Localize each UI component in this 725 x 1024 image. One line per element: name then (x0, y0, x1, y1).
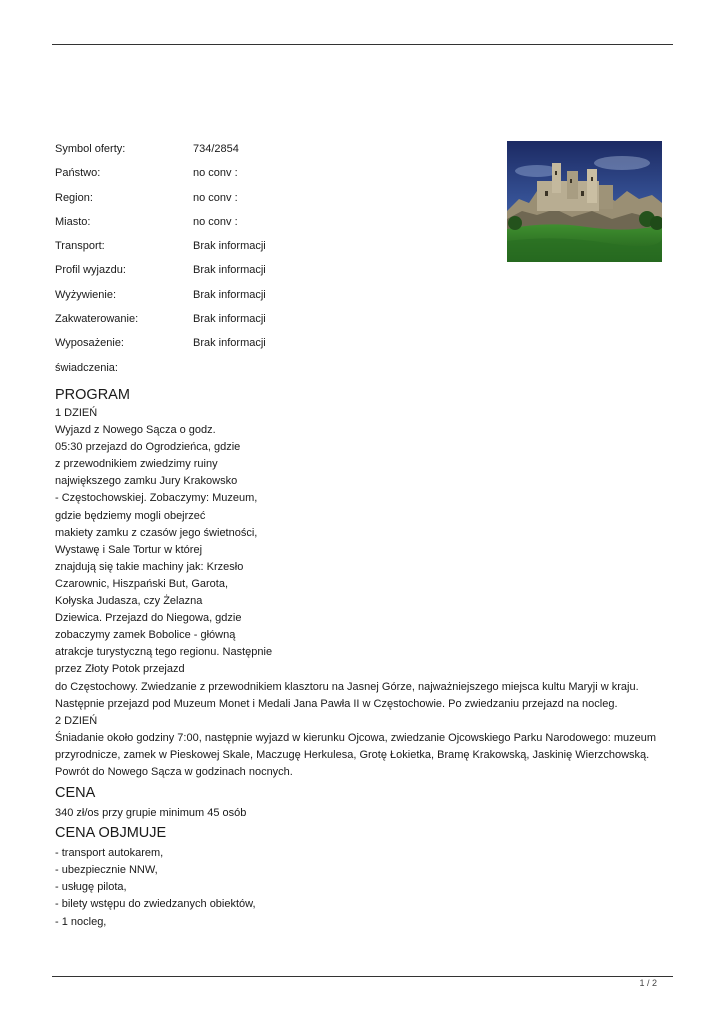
info-label: Zakwaterowanie: (55, 313, 139, 326)
day1-description (55, 422, 280, 678)
info-row-profile (55, 264, 435, 288)
info-value: Brak informacji (193, 337, 266, 350)
info-row-region (55, 192, 435, 216)
page-number: 1 / 2 (639, 978, 657, 988)
list-item: - usługę pilota, (55, 881, 127, 894)
text-line: Następnie przejazd pod Muzeum Monet i Medali Jana Pawła II w Częstochowie. Po zwiedzaniu przejazd na nocleg. (55, 697, 618, 710)
day1-label: 1 DZIEŃ (55, 407, 98, 419)
info-row-country (55, 167, 435, 191)
info-value: Brak informacji (193, 240, 266, 253)
info-label: Miasto: (55, 215, 91, 228)
list-item: - transport autokarem, (55, 847, 164, 860)
text-line: Powrót do Nowego Sącza w godzinach nocnych. (55, 765, 293, 778)
text-line: Kołyska Judasza, czy Żelazna (55, 595, 203, 608)
program-heading: PROGRAM (55, 387, 130, 403)
info-value: no conv : (193, 167, 238, 180)
text-line: największego zamku Jury Krakowsko (55, 475, 238, 488)
program-content (55, 386, 675, 931)
day2-label: 2 DZIEŃ (55, 714, 98, 727)
price-text: 340 zł/os przy grupie minimum 45 osób (55, 807, 247, 820)
info-row-city (55, 216, 435, 240)
text-line: do Częstochowy. Zwiedzanie z przewodnikiem klasztoru na Jasnej Górze, najważniejszego miejsca kultu Maryji w kraju. (55, 680, 639, 693)
text-line: z przewodnikiem zwiedzimy ruiny (55, 458, 218, 471)
info-value: Brak informacji (193, 264, 266, 277)
header-rule (52, 44, 673, 45)
info-row-services (55, 362, 435, 386)
text-line: Czarownic, Hiszpański But, Garota, (55, 577, 229, 590)
text-line: Dziewica. Przejazd do Niegowa, gdzie (55, 612, 242, 625)
footer-rule (52, 976, 673, 977)
text-line: gdzie będziemy mogli obejrzeć (55, 509, 206, 522)
info-label: Symbol oferty: (55, 143, 126, 155)
text-line: 05:30 przejazd do Ogrodzieńca, gdzie (55, 441, 241, 454)
info-value: Brak informacji (193, 313, 266, 326)
list-item: - bilety wstępu do zwiedzanych obiektów, (55, 898, 256, 911)
info-label: Profil wyjazdu: (55, 264, 126, 277)
offer-info-table (55, 143, 435, 386)
info-label: Transport: (55, 240, 105, 253)
info-label: Region: (55, 191, 93, 204)
castle-ruins-photo (507, 141, 662, 262)
text-line: - Częstochowskiej. Zobaczymy: Muzeum, (55, 492, 258, 505)
info-value: Brak informacji (193, 288, 266, 301)
price-heading: CENA (55, 785, 96, 802)
info-label: świadczenia: (55, 361, 118, 374)
text-line: Śniadanie około godziny 7:00, następnie wyjazd w kierunku Ojcowa, zwiedzanie Ojcowskiego Parku Narodowego: muzeum (55, 731, 657, 744)
info-value: no conv : (193, 191, 238, 204)
text-line: przez Złoty Potok przejazd (55, 663, 185, 676)
info-row-transport (55, 240, 435, 264)
includes-heading: CENA OBJMUJE (55, 825, 167, 842)
text-line: przyrodnicze, zamek w Pieskowej Skale, Maczugę Herkulesa, Grotę Łokietka, Bramę Krakowską, Jaskinię Wierzchowską. (55, 748, 650, 761)
text-line: atrakcje turystyczną tego regionu. Następnie (55, 646, 273, 659)
info-row-equipment (55, 337, 435, 361)
info-label: Wyżywienie: (55, 288, 117, 301)
info-value: no conv : (193, 215, 238, 228)
info-row-accommodation (55, 313, 435, 337)
list-item: - ubezpiecznie NNW, (55, 864, 158, 877)
info-label: Wyposażenie: (55, 337, 124, 350)
list-item: - 1 nocleg, (55, 915, 107, 928)
text-line: znajdują się takie machiny jak: Krzesło (55, 560, 244, 573)
info-row-symbol (55, 143, 435, 167)
info-value: 734/2854 (193, 143, 239, 155)
info-row-meals (55, 289, 435, 313)
text-line: zobaczymy zamek Bobolice - główną (55, 629, 236, 642)
text-line: Wystawę i Sale Tortur w której (55, 543, 203, 556)
info-label: Państwo: (55, 167, 101, 180)
text-line: Wyjazd z Nowego Sącza o godz. (55, 424, 216, 437)
text-line: makiety zamku z czasów jego świetności, (55, 526, 258, 539)
